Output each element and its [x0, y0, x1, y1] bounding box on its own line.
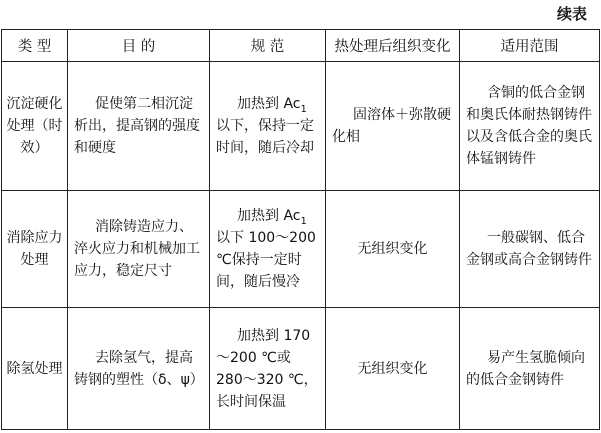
cell-change: 无组织变化	[326, 308, 460, 430]
cell-change: 无组织变化	[326, 191, 460, 308]
cell-change: 固溶体＋弥散硬化相	[326, 62, 460, 191]
heat-treatment-table	[1, 29, 600, 430]
table-row	[2, 62, 600, 191]
header-purpose: 目 的	[68, 30, 210, 62]
cell-spec	[210, 62, 326, 191]
header-spec: 规 范	[210, 30, 326, 62]
cell-purpose: 促使第二相沉淀析出，提高钢的强度和硬度	[68, 62, 210, 191]
cell-spec	[210, 191, 326, 308]
cell-purpose: 去除氢气，提高铸钢的塑性（δ、ψ）	[68, 308, 210, 430]
spec-prefix: 加热到 Ac	[237, 96, 301, 112]
cell-application: 含铜的低合金钢和奥氏体耐热钢铸件以及含低合金的奥氏体锰钢铸件	[460, 62, 600, 191]
header-type: 类 型	[2, 30, 68, 62]
header-change: 热处理后组织变化	[326, 30, 460, 62]
header-application: 适用范围	[460, 30, 600, 62]
cell-application: 一般碳钢、低合金钢或高合金钢铸件	[460, 191, 600, 308]
spec-subscript: 1	[300, 103, 307, 115]
cell-type: 沉淀硬化处理（时效）	[2, 62, 68, 191]
header-row	[2, 30, 600, 62]
cell-type: 除氢处理	[2, 308, 68, 430]
cell-spec: 加热到 170～200 ℃或 280～320 ℃，长时间保温	[210, 308, 326, 430]
spec-subscript: 1	[300, 215, 307, 227]
spec-suffix: 以下，保持一定时间，随后冷却	[216, 118, 314, 156]
spec-suffix: 以下 100～200 ℃保持一定时间，随后慢冷	[216, 230, 316, 290]
cell-purpose: 消除铸造应力、淬火应力和机械加工应力，稳定尺寸	[68, 191, 210, 308]
table-row	[2, 191, 600, 308]
cell-application: 易产生氢脆倾向的低合金钢铸件	[460, 308, 600, 430]
cell-type: 消除应力处理	[2, 191, 68, 308]
continued-label: 续表	[556, 5, 587, 23]
spec-prefix: 加热到 Ac	[237, 208, 301, 224]
table-row	[2, 308, 600, 430]
